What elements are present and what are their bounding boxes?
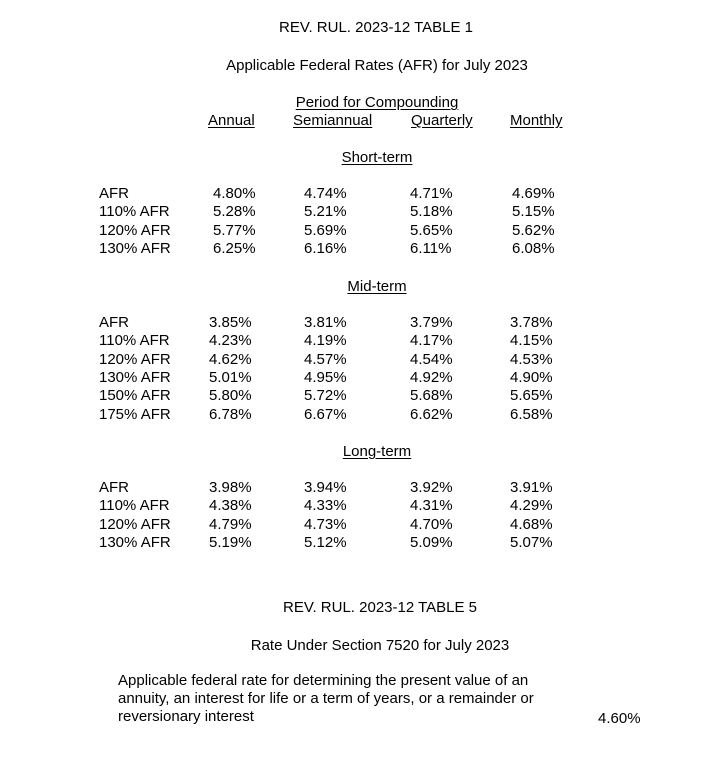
rate-cell: 6.62% [410,406,453,423]
rate-cell: 5.12% [304,534,347,551]
rate-cell: 3.85% [209,314,252,331]
row-label: 130% AFR [99,534,171,551]
rate-cell: 4.31% [410,497,453,514]
rate-cell: 5.01% [209,369,252,386]
rate-cell: 4.53% [510,351,553,368]
rate-cell: 5.77% [213,222,256,239]
row-label: AFR [99,314,129,331]
rate-cell: 5.07% [510,534,553,551]
row-label: 120% AFR [99,516,171,533]
rate-cell: 5.65% [510,387,553,404]
row-label: 130% AFR [99,240,171,257]
row-label: 175% AFR [99,406,171,423]
column-header-annual: Annual [208,112,255,129]
rate-cell: 4.70% [410,516,453,533]
rate-cell: 4.23% [209,332,252,349]
rate-cell: 4.92% [410,369,453,386]
rate-cell: 4.73% [304,516,347,533]
column-header-semiannual: Semiannual [293,112,373,129]
rate-cell: 5.62% [512,222,555,239]
column-header-quarterly: Quarterly [411,112,473,129]
rate-cell: 6.67% [304,406,347,423]
rate-cell: 4.54% [410,351,453,368]
row-label: AFR [99,479,129,496]
column-header-monthly: Monthly [510,112,563,129]
rate-cell: 3.78% [510,314,553,331]
rate-cell: 5.68% [410,387,453,404]
section-header-short-term: Short-term [341,149,413,166]
rate-cell: 3.81% [304,314,347,331]
rate-cell: 6.16% [304,240,347,257]
rate-cell: 5.18% [410,203,453,220]
row-label: 150% AFR [99,387,171,404]
rate-cell: 6.25% [213,240,256,257]
rate-cell: 4.74% [304,185,347,202]
rate-cell: 4.62% [209,351,252,368]
rate-cell: 5.28% [213,203,256,220]
table1-subtitle: Applicable Federal Rates (AFR) for July 2023 [226,57,528,74]
rate-cell: 5.15% [512,203,555,220]
section-header-long-term: Long-term [342,443,412,460]
rate-cell: 3.98% [209,479,252,496]
rate-cell: 3.94% [304,479,347,496]
rate-cell: 4.17% [410,332,453,349]
period-header: Period for Compounding [295,94,459,111]
rate-cell: 4.57% [304,351,347,368]
rate-cell: 4.80% [213,185,256,202]
row-label: 110% AFR [99,203,170,220]
rate-cell: 5.65% [410,222,453,239]
rate-cell: 4.19% [304,332,347,349]
rate-cell: 6.08% [512,240,555,257]
rate-cell: 4.15% [510,332,553,349]
rate-cell: 4.79% [209,516,252,533]
table5-description: Applicable federal rate for determining the present value of an annuity, an interest for life or a term of years, or a remainder or reversionary interest [118,672,534,725]
rate-cell: 6.58% [510,406,553,423]
rate-cell: 5.19% [209,534,252,551]
row-label: 130% AFR [99,369,171,386]
rate-cell: 4.90% [510,369,553,386]
rate-cell: 4.33% [304,497,347,514]
rate-cell: 3.79% [410,314,453,331]
row-label: AFR [99,185,129,202]
rate-cell: 5.09% [410,534,453,551]
rate-cell: 3.91% [510,479,553,496]
row-label: 120% AFR [99,351,171,368]
row-label: 120% AFR [99,222,171,239]
row-label: 110% AFR [99,332,170,349]
rate-cell: 4.95% [304,369,347,386]
rate-cell: 4.38% [209,497,252,514]
rate-cell: 4.68% [510,516,553,533]
section-header-mid-term: Mid-term [347,278,407,295]
rate-cell: 5.80% [209,387,252,404]
table5-subtitle: Rate Under Section 7520 for July 2023 [250,637,510,654]
table5-rate: 4.60% [598,710,641,727]
table5-title: REV. RUL. 2023-12 TABLE 5 [282,599,478,616]
rate-cell: 6.78% [209,406,252,423]
rate-cell: 5.72% [304,387,347,404]
rate-cell: 6.11% [410,240,452,257]
rate-cell: 5.69% [304,222,347,239]
rate-cell: 5.21% [304,203,347,220]
table1-title: REV. RUL. 2023-12 TABLE 1 [278,19,474,36]
row-label: 110% AFR [99,497,170,514]
rate-cell: 4.29% [510,497,553,514]
rate-cell: 4.69% [512,185,555,202]
rate-cell: 3.92% [410,479,453,496]
rate-cell: 4.71% [410,185,453,202]
